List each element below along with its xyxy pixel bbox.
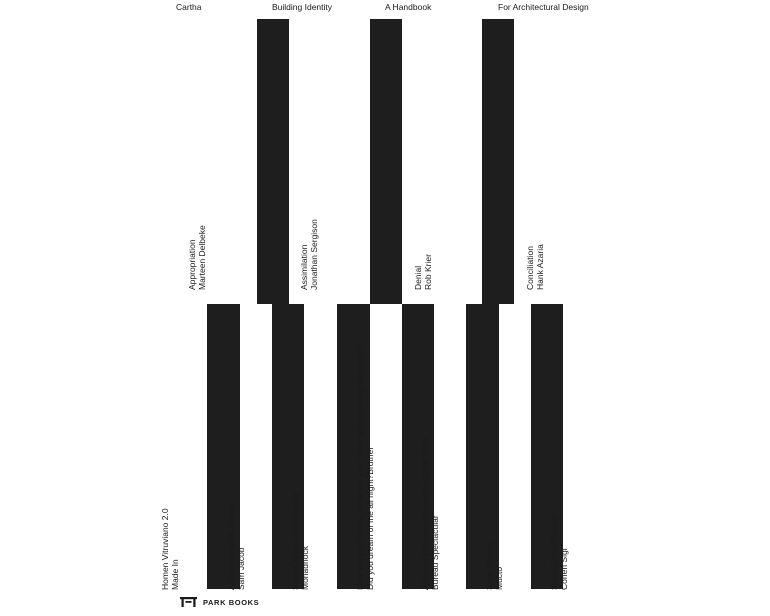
project-title: Seven Types of Ambiguity	[290, 492, 300, 590]
project-title: Archaeographic House	[226, 503, 236, 590]
top-bar-2	[370, 19, 402, 304]
project-author: Did you dream of me all night?Bruther	[364, 446, 375, 590]
header-title: Building Identity	[272, 2, 333, 12]
project-author: Sam Jacob	[235, 547, 246, 590]
essay-author: Jonathan Sergison	[308, 219, 319, 290]
top-bar-3	[482, 19, 514, 304]
project-title: Some Other Project	[549, 515, 559, 590]
header-series: For Architectural Design	[498, 2, 589, 12]
project-title: A House Between Properties 2018-2019	[420, 438, 430, 590]
top-bar-1	[257, 19, 289, 304]
publisher-name: PARK BOOKS	[203, 597, 260, 607]
essay-title: Assimilation	[299, 244, 309, 290]
essay-author: Rob Krier	[422, 254, 433, 290]
project-title: How are you? Hello, How are you? How did you sleep last night?	[355, 345, 365, 590]
project-author: Mucto	[493, 566, 504, 590]
publisher-logo	[180, 597, 259, 607]
project-author: Monadnock	[299, 546, 310, 590]
project-author: Bureau Spectacular	[429, 515, 440, 590]
essay-title: Appropriation	[187, 239, 197, 290]
header-subtitle: A Handbook	[385, 2, 432, 12]
park-books-icon	[180, 597, 197, 607]
project-title: Sone Project	[484, 541, 494, 590]
project-title: Homen Vitruviano 2.0	[160, 508, 170, 590]
essay-author: Hank Azaria	[534, 244, 545, 290]
project-author: Made In	[169, 559, 180, 590]
essay-title: Conciliation	[525, 246, 535, 290]
project-author: Conen Sigl	[558, 548, 569, 590]
essay-title: Denial	[413, 265, 423, 290]
header-journal: Cartha	[176, 2, 202, 12]
essay-author: Marteen Delbeke	[196, 225, 207, 290]
